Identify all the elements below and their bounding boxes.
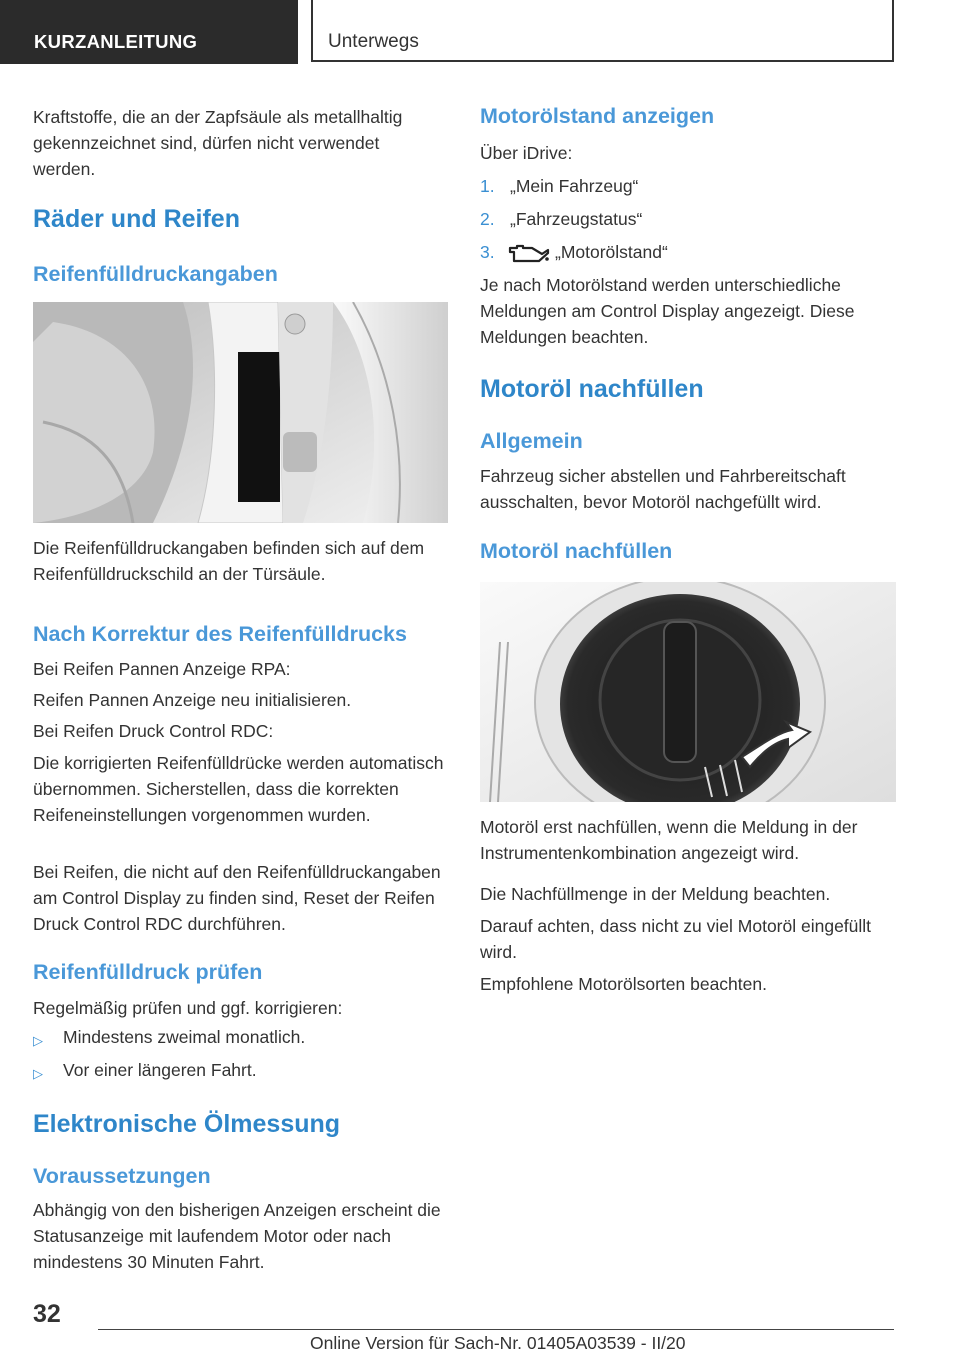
oil-filler-cap-illustration <box>480 582 896 802</box>
step-text: „Motorölstand“ <box>555 242 668 262</box>
step-number: 2. <box>480 209 495 229</box>
rdc-text: Die korrigierten Reifenfülldrücke werden automatisch übernommen. Sicherstellen, dass die korrekten Reifeneinstellungen vorgenommen wurden. <box>33 753 444 825</box>
header-section-title: KURZANLEITUNG <box>34 31 198 52</box>
oil-can-icon <box>508 242 550 269</box>
heading-raeder-reifen: Räder und Reifen <box>33 205 240 233</box>
heading-motoroel-nachfuellen: Motoröl nachfüllen <box>480 375 704 403</box>
header-chapter-title: Unterwegs <box>328 31 419 52</box>
triangle-right-outline-icon: ▷ <box>33 1033 43 1048</box>
step-text: „Fahrzeugstatus“ <box>510 209 643 229</box>
bullet-text: Mindestens zweimal monatlich. <box>63 1027 306 1047</box>
door-pillar-image <box>33 302 448 523</box>
heading-allgemein: Allgemein <box>480 429 583 453</box>
heading-voraussetzungen: Voraussetzungen <box>33 1164 211 1188</box>
nachfuellen-text-3: Darauf achten, dass nicht zu viel Motoröl eingefüllt wird. <box>480 916 872 962</box>
door-pillar-illustration <box>33 302 448 523</box>
page-number: 32 <box>33 1300 61 1328</box>
step-number: 1. <box>480 176 495 196</box>
heading-reifenfuelldruck-pruefen: Reifenfülldruck prüfen <box>33 960 263 984</box>
heading-reifenfuelldruckangaben: Reifenfülldruckangaben <box>33 262 278 286</box>
list-item <box>480 209 896 237</box>
oelstand-text: Je nach Motorölstand werden unterschiedliche Meldungen am Control Display angezeigt. Diese Meldungen beachten. <box>480 275 855 347</box>
image-caption-door-pillar: Die Reifenfülldruckangaben befinden sich auf dem Reifenfülldruckschild an der Türsäule. <box>33 538 425 584</box>
intro-paragraph: Kraftstoffe, die an der Zapfsäule als metallhaltig gekennzeichnet sind, dürfen nicht verwendet werden. <box>33 107 403 179</box>
rdc-label: Bei Reifen Druck Control RDC: <box>33 721 274 741</box>
idrive-label: Über iDrive: <box>480 143 573 163</box>
list-item <box>33 1027 448 1055</box>
header-chapter-tab <box>311 0 894 62</box>
triangle-right-outline-icon: ▷ <box>33 1066 43 1081</box>
bullet-text: Vor einer längeren Fahrt. <box>63 1060 257 1080</box>
footer-divider <box>98 1329 894 1330</box>
footer-text: Online Version für Sach-Nr. 01405A03539 - II/20 <box>310 1333 686 1353</box>
rdc-text-2: Bei Reifen, die nicht auf den Reifenfülldruckangaben am Control Display zu finden sind, Reset der Reifen Druck Control RDC durchführen. <box>33 862 441 934</box>
heading-elektronische-oelmessung: Elektronische Ölmessung <box>33 1110 341 1138</box>
voraussetzungen-text: Abhängig von den bisherigen Anzeigen erscheint die Statusanzeige mit laufendem Motor oder nach mindestens 30 Minuten Fahrt. <box>33 1200 441 1272</box>
list-item <box>480 242 896 270</box>
nachfuellen-text-1: Motoröl erst nachfüllen, wenn die Meldung in der Instrumentenkombination angezeigt wird. <box>480 817 858 863</box>
oil-filler-cap-image <box>480 582 896 802</box>
heading-nach-korrektur: Nach Korrektur des Reifenfülldrucks <box>33 622 407 646</box>
step-text: „Mein Fahrzeug“ <box>510 176 639 196</box>
pruefen-text: Regelmäßig prüfen und ggf. korrigieren: <box>33 998 343 1018</box>
rpa-text: Reifen Pannen Anzeige neu initialisieren. <box>33 690 352 710</box>
nachfuellen-text-4: Empfohlene Motorölsorten beachten. <box>480 974 767 994</box>
heading-motoroelstand-anzeigen: Motorölstand anzeigen <box>480 104 715 128</box>
list-item <box>480 176 896 204</box>
heading-motoroel-nachfuellen-sub: Motoröl nachfüllen <box>480 539 673 563</box>
step-number: 3. <box>480 242 495 262</box>
nachfuellen-text-2: Die Nachfüllmenge in der Meldung beachten. <box>480 884 831 904</box>
list-item <box>33 1060 448 1088</box>
header-section-tab <box>0 0 298 64</box>
allgemein-text: Fahrzeug sicher abstellen und Fahrbereitschaft ausschalten, bevor Motoröl nachgefüllt wird. <box>480 466 846 512</box>
rpa-label: Bei Reifen Pannen Anzeige RPA: <box>33 659 291 679</box>
